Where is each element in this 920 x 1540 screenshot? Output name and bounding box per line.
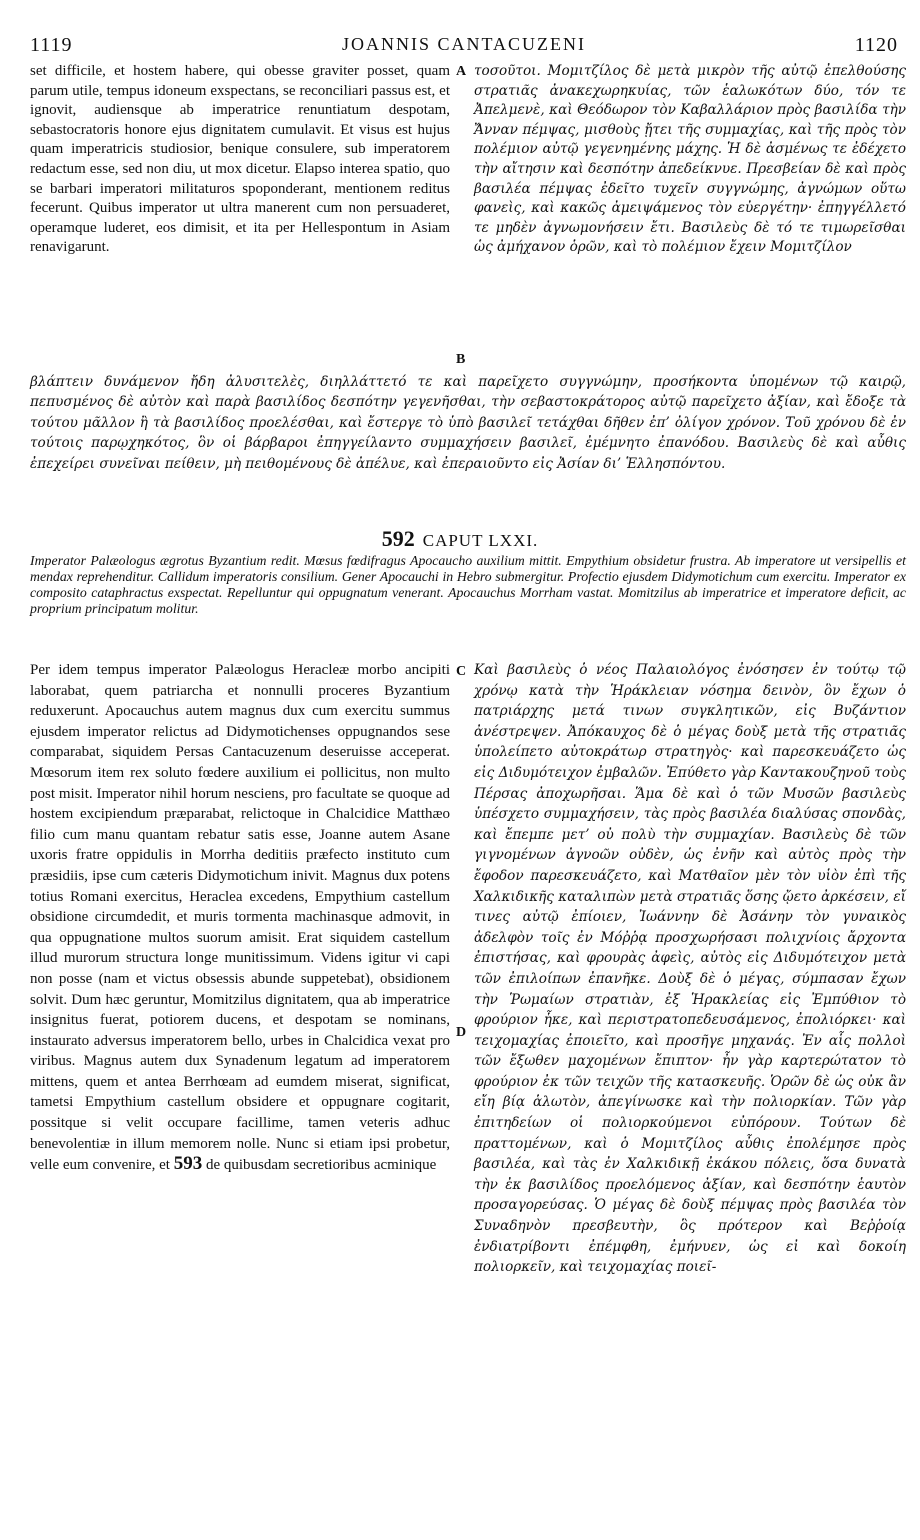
column-number-right: 1120 (854, 34, 898, 56)
greek-column-top (474, 62, 906, 258)
page-marker-number: 592 (381, 526, 415, 551)
section-marker-c: C (456, 664, 467, 679)
section-marker-b: B (456, 352, 466, 367)
latin-column-bottom (30, 660, 450, 1176)
column-number-left: 1119 (30, 34, 73, 56)
latin-text-end: de quibusdam secretioribus acminique (205, 1157, 437, 1174)
section-marker-d: D (456, 1025, 467, 1040)
greek-column-bottom (474, 660, 906, 1278)
latin-text: Per idem tempus imperator Palæologus Heracleæ morbo ancipiti laborabat, quem patriarcha et nonnulli proceres Byzantium reduxerunt. Apocauchus autem magnus dux cum exercitu summus ejusdem imperator relictus ad Didymotichenses oppugnandos sese comparabat, siquidem Persas Cantacuzenum deseruisse acceperat. Mœsorum item rex soluto fœdere auxilium ei pollicitus, non multo post misit. Imperator nihil horum nesciens, pro facultate se quoque ad hostem excipiendum præparabat, relictoque in Chalcidice Matthæo filio cum manu quantam rebatur satis esse, Joanne autem Asane uxoris fratre oppidulis in Morrha deditiis præfecto instituto cum præsidiis, ipse cum cæteris Didymotichum inivit. Magnus dux potens totius Romani exercitus, Heraclea excedens, Empythium castellum obsidione circumdedit, et muris tormenta machinasque admovit, in qua oppugnatione multos suorum amisit. Erat siquidem castellum illud murorum structura longe munitissimum. Videns igitur vi capi non posse (nam et victus obsessis abunde suppetebat), obsidionem solvit. Dum hæc geruntur, Momitzilus dignitatem, qua ab imperatrice insignitus fuerat, potiorem ducens, et despotam se nominans, instaurato adversus imperatorem bello, urbes in Chalcidica vexat pro viribus. Magnus autem dux Synadenum legatum ad imperatorem mittens, quem et antea Berrhœam ad eumdem miserat, significat, tametsi Empythium castellum obsidere et oppugnare cogitarit, possitque si velit occupare facillime, tamen veteris adhuc benevolentiæ in illum memorem nolle. Nunc si etiam ipsi probetur, velle eum convenire, et (30, 662, 450, 1174)
chapter-heading (0, 526, 920, 552)
greek-paragraph: τοσοῦτοι. Μομιτζίλος δὲ μετὰ μικρὸν τῆς αὐτῷ ἐπελθούσης στρατιᾶς ἀνακεχωρηκυίας, τῶν ἑαλωκότων δύο, τόν τε Ἀπελμενὲ, καὶ Θεόδωρον τὸν Καβαλλάριον πρὸς βασιλίδα τὴν Ἄνναν πέμψας, μισθοὺς ᾔτει τῆς συμμαχίας, καὶ τῆς πρὸς τὸν πολέμιον αὐτῷ γεγενημένης μάχης. Ἡ δὲ ἀσμένως τε ἐδέχετο τὴν αἴτησιν καὶ δεσπότην ἀπεδείκνυε. Πρεσβείαν δὲ καὶ πρὸς βασιλέα πέμψας ἐδεῖτο τυχεῖν συγγνώμης, ἀγνώμων οὕτω φανεὶς, καὶ κακῶς ἀμειψάμενος τὸν εὐεργέτην· ἐπηγγέλλετό τε μηδὲν ἀγνωμονήσειν ἔτι. Βασιλεὺς δὲ τό τε τιμωρεῖσθαι ὡς ἀμήχανον ὁρῶν, καὶ τὸ πολέμιον ἔχειν Μομιτζίλον (474, 63, 906, 256)
greek-fullwidth-text: βλάπτειν δυνάμενον ἤδη ἀλυσιτελὲς, διηλλάττετό τε καὶ παρεῖχετο συγγνώμην, προσήκοντα ὑπομένων τῷ καιρῷ, πεπυσμένος δὲ αὐτὸν καὶ παρὰ βασιλίδος δεσπότην γεγενῆσθαι, τὴν σεβαστοκράτορος αὐτῷ παρεῖχετο ἀξίαν, καὶ ἔδοξε τὰ τούτου μᾶλλον ἢ τὰ βασιλίδος προελέσθαι, καὶ ἔστεργε τὸ ὑπὸ βασιλεῖ τετάχθαι δῆθεν ἐπ’ ὀλίγον χρόνον. Τοῦ χρόνου δὲ ἐν τούτοις παρῳχηκότος, ὃν οἱ βάρβαροι ἐπηγγείλαντο συμμαχήσειν βασιλεῖ, ἐμέμνητο ἐπανόδου. Βασιλεὺς δὲ καὶ αὖθις ἐπεχείρει συνεῖναι πείθειν, μὴ πειθομένους δὲ ἀπέλυε, καὶ ἐπεραιοῦντο εἰς Ἀσίαν δι’ Ἑλλησπόντου. (30, 374, 906, 472)
latin-paragraph: set difficile, et hostem habere, qui obesse graviter posset, quam parum utile, tempus idoneum exspectans, se reconciliari passus est, et ignovit, audiensque ab imperatrice renuntiatum despotam, sebastocratoris honore ejus dignitatem cumulavit. Et visus est hujus quam imperatricis studiosior, benique consulere, sub imperatorem redactum esse, sed non diu, ut mox dicetur. Elapso interea spatio, quo se barbari imperatori militaturos spoponderant, mentionem reditus fecerunt. Quibus imperator ut ultra manerent cum non persuaderet, operamque luderet, eos dimisit, et ita per Hellespontum in Asiam renavigarunt. (30, 63, 450, 256)
latin-paragraph (30, 660, 450, 1176)
chapter-summary: Imperator Palæologus ægrotus Byzantium redit. Mœsus fœdifragus Apocaucho auxilium mittit. Empythium obsidetur frustra. Ab imperatore ut versipellis et mendax reprehenditur. Callidum imperatoris consilium. Gener Apocauchi in Hebro submergitur. Profectio ejusdem Didymotichum cum exercitu. Imperator ex composito cataphractus exspectat. Repelluntur qui oppugnatum venerant. Apocauchus Morrham vastat. Momitzilus ab imperatrice et imperatore deficit, ac proprium principatum molitur. (30, 553, 906, 616)
page-marker-number: 593 (173, 1153, 203, 1175)
chapter-title: CAPUT LXXI. (422, 531, 539, 550)
latin-column-top (30, 62, 450, 258)
running-header (30, 34, 898, 56)
section-marker-a: A (456, 64, 467, 79)
running-title: JOANNIS CANTACUZENI (341, 34, 587, 54)
greek-paragraph: Καὶ βασιλεὺς ὁ νέος Παλαιολόγος ἐνόσησεν ἐν τούτῳ τῷ χρόνῳ κατὰ τὴν Ἡράκλειαν νόσημα δεινὸν, ὃν ἔχων ὁ πατριάρχης μετά τινων συγκλητικῶν, εἰς Βυζάντιον ἀνέστρεψεν. Ἀπόκαυχος δὲ ὁ μέγας δοὺξ μετὰ τῆς στρατιᾶς ὑπολείπετο αὐτοκράτωρ στρατηγὸς· καὶ παρεσκευάζετο ὡς εἰς Διδυμότειχον ἐμβαλῶν. Ἐπύθετο γὰρ Καντακουζηνοῦ τοὺς Πέρσας ἀποχωρῆσαι. Ἅμα δὲ καὶ ὁ τῶν Μυσῶν βασιλεὺς ὑπέσχετο συμμαχήσειν, τὰς πρὸς βασιλέα διαλύσας σπονδὰς, καὶ ἔπεμπε μετ’ οὐ πολὺ τὴν συμμαχίαν. Βασιλεὺς δὲ τῶν γιγνομένων ἀγνοῶν οὐδὲν, ὡς ἐνῆν καὶ αὐτὸς πρὸς τὴν ἔφοδον παρεσκευάζετο, καὶ Ματθαῖον μὲν τὸν υἱὸν ἐπὶ τῆς Χαλκιδικῆς καταλιπὼν μετὰ στρατιᾶς ὅσης ᾤετο ἀρκέσειν, εἴ τινες αὐτῷ ἐπίοιεν, Ἰωάννην δὲ Ἀσάνην τὸν γυναικὸς ἀδελφὸν τοῖς ἐν Μόῤῥᾳ προσχωρήσασι πολιχνίοις ἄρχοντα ἐπιστήσας, καὶ φρουρὰς ἀφεὶς, αὐτὸς εἰς Διδυμότειχον μετὰ τῶν ἐπιλοίπων ἐπανῆκε. Δοὺξ δὲ ὁ μέγας, σύμπασαν ἔχων τὴν Ῥωμαίων στρατιὰν, ἐξ Ἡρακλείας εἰς Ἐμπύθιον τὸ φρούριον ἧκε, καὶ περιστρατοπεδευσάμενος, ἐπολιόρκει· καὶ τειχομαχίας ἐποιεῖτο, καὶ προσῆγε μηχανάς. Ἐν αἷς πολλοὶ τῶν ἔξωθεν μαχομένων ἔπιπτον· ἦν γὰρ καρτερώτατον τὸ φρούριον ἐκ τῶν τειχῶν τῆς κατασκευῆς. Ὁρῶν δὲ ὡς οὐκ ἂν εἴη βίᾳ ἁλωτὸν, ἀπεγίνωσκε καὶ τὴν πολιορκίαν. Τῶν γὰρ ἐπιτηδείων οἱ πολιορκούμενοι εὐπόρουν. Τούτων δὲ πραττομένων, καὶ ὁ Μομιτζίλος αὖθις ἐπολέμησε πρὸς βασιλέα, καὶ τὰς ἐν Χαλκιδικῇ ἐκάκου πόλεις, ὅσα δυνατὰ τὴν ἐκ βασιλίδος προελόμενος ἀξίαν, καὶ δεσπότην ἑαυτὸν προσαγορεύσας. Ὁ μέγας δὲ δοὺξ πέμψας πρὸς βασιλέα τὸν Συναδηνὸν πρεσβευτὴν, ὃς πρότερον καὶ Βεῤῥοίᾳ ἐνδιατρίβοντι ἐπέμφθη, ἐμήνυεν, ὡς εἰ καὶ δοκοίη πολιορκεῖν, καὶ τειχομαχίας ποιεῖ- (474, 662, 906, 1276)
